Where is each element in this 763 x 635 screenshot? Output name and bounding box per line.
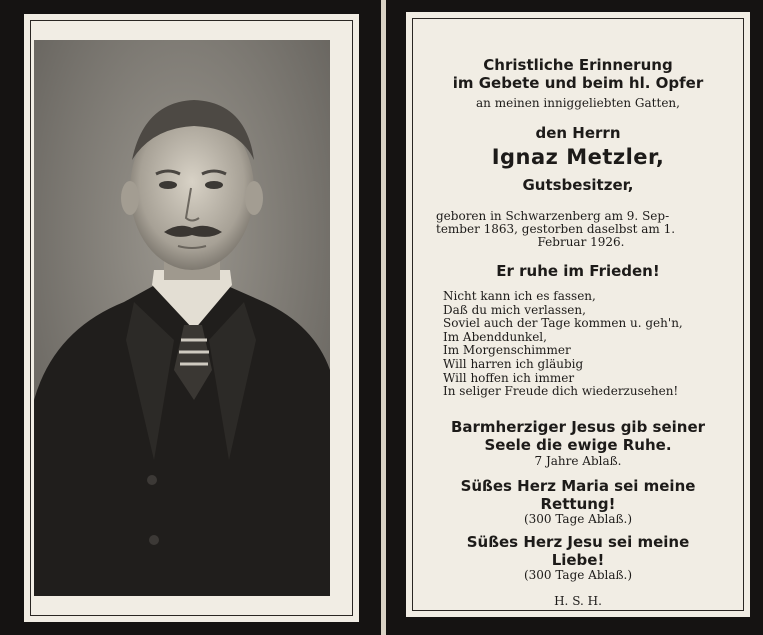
deceased-name: Ignaz Metzler, [491,145,665,169]
prayer3-line1: Süßes Herz Jesu sei meine [466,533,690,551]
rest-in-peace: Er ruhe im Frieden! [496,262,660,280]
heading-line2: im Gebete und beim hl. Opfer [452,74,704,92]
prayer2-line2: Rettung! [540,495,616,513]
prayer2-indulgence: (300 Tage Ablaß.) [523,512,633,526]
initials: H. S. H. [554,594,602,608]
portrait-photo [34,40,330,596]
portrait-card [0,0,381,635]
prayer1-indulgence: 7 Jahre Ablaß. [534,454,622,468]
prayer3-line2: Liebe! [551,551,605,569]
occupation: Gutsbesitzer, [522,176,634,194]
dedication: an meinen inniggeliebten Gatten, [476,96,680,110]
poem-line: Soviel auch der Tage kommen u. geh'n, [443,316,683,331]
prayer1-line1: Barmherziger Jesus gib seiner [450,418,706,436]
poem-line: Im Morgenschimmer [443,343,571,358]
prayer1-line2: Seele die ewige Ruhe. [484,436,672,454]
memorial-text [406,12,750,617]
bio-line1: geboren in Schwarzenberg am 9. Sep- [436,209,670,223]
poem-line: Will hoffen ich immer [443,370,575,385]
biography [436,210,726,249]
text-panel [406,12,750,617]
heading-line1: Christliche Erinnerung [483,56,673,74]
poem-line: Will harren ich gläubig [443,356,584,371]
title: den Herrn [535,124,621,142]
prayer3-indulgence: (300 Tage Ablaß.) [523,568,633,582]
prayer2-line1: Süßes Herz Maria sei meine [460,477,696,495]
poem-line: Im Abenddunkel, [443,329,547,344]
bio-line3: Februar 1926. [537,235,625,249]
poem-line: Daß du mich verlassen, [443,302,586,317]
poem [443,290,743,399]
poem-line: Nicht kann ich es fassen, [443,289,596,303]
text-card [386,0,763,635]
poem-line: In seliger Freude dich wiederzusehen! [443,384,679,399]
portrait-illustration [34,40,330,596]
bio-line2: tember 1863, gestorben daselbst am 1. [436,222,676,236]
